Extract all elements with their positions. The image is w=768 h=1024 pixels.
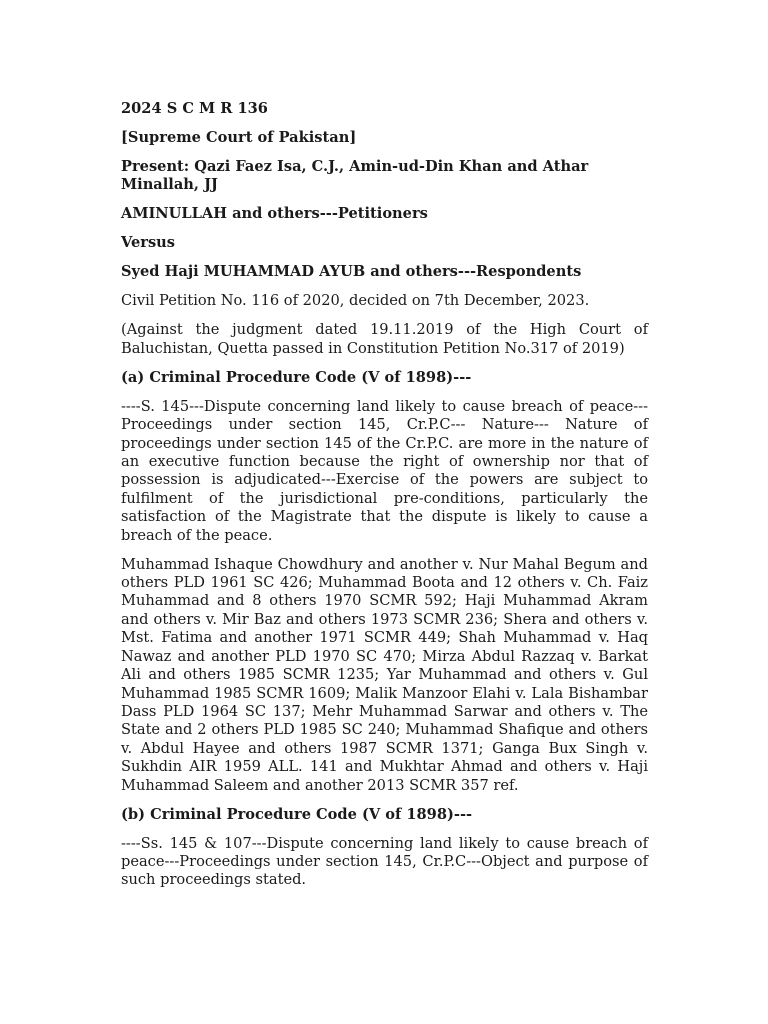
headnote-b: ----Ss. 145 & 107---Dispute concerning land likely to cause breach of peace---Proceedings under section 145, Cr.P.C---Object and purpose of such proceedings stated. <box>121 834 648 889</box>
respondents: Syed Haji MUHAMMAD AYUB and others---Respondents <box>121 263 582 281</box>
judgment-document <box>121 100 648 900</box>
headnote-a: ----S. 145---Dispute concerning land likely to cause breach of peace---Proceedings under section 145, Cr.P.C--- Nature--- Nature of proceedings under section 145 of the Cr.P.C. are more in the nature of an executive function because the right of ownership nor that of possession is adjudicated---Exercise of the powers are subject to fulfilment of the jurisdictional pre-conditions, particularly the satisfaction of the Magistrate that the dispute is likely to cause a breach of the peace. <box>121 397 648 544</box>
citation: 2024 S C M R 136 <box>121 100 268 117</box>
petitioners: AMINULLAH and others---Petitioners <box>121 205 428 223</box>
references-a: Muhammad Ishaque Chowdhury and another v. Nur Mahal Begum and others PLD 1961 SC 426; Muhammad Boota and 12 others v. Ch. Faiz Muhammad and 8 others 1970 SCMR 592; Haji Muhammad Akram and others v. Mir Baz and others 1973 SCMR 236; Shera and others v. Mst. Fatima and another 1971 SCMR 449; Shah Muhammad v. Haq Nawaz and another PLD 1970 SC 470; Mirza Abdul Razzaq v. Barkat Ali and others 1985 SCMR 1235; Yar Muhammad and others v. Gul Muhammad 1985 SCMR 1609; Malik Manzoor Elahi v. Lala Bishambar Dass PLD 1964 SC 137; Mehr Muhammad Sarwar and others v. The State and 2 others PLD 1985 SC 240; Muhammad Shafique and others v. Abdul Hayee and others 1987 SCMR 1371; Ganga Bux Singh v. Sukhdin AIR 1959 ALL. 141 and Mukhtar Ahmad and others v. Haji Muhammad Saleem and another 2013 SCMR 357 ref. <box>121 555 648 794</box>
section-heading-a: (a) Criminal Procedure Code (V of 1898)--- <box>121 368 472 386</box>
court-name: [Supreme Court of Pakistan] <box>121 129 357 146</box>
bench-present: Present: Qazi Faez Isa, C.J., Amin-ud-Din Khan and Athar Minallah, JJ <box>121 158 589 194</box>
against-judgment: (Against the judgment dated 19.11.2019 of the High Court of Baluchistan, Quetta passed in Constitution Petition No.317 of 2019) <box>121 321 648 357</box>
case-details: Civil Petition No. 116 of 2020, decided on 7th December, 2023. <box>121 292 590 310</box>
versus: Versus <box>121 234 175 252</box>
section-heading-b: (b) Criminal Procedure Code (V of 1898)--- <box>121 805 473 823</box>
